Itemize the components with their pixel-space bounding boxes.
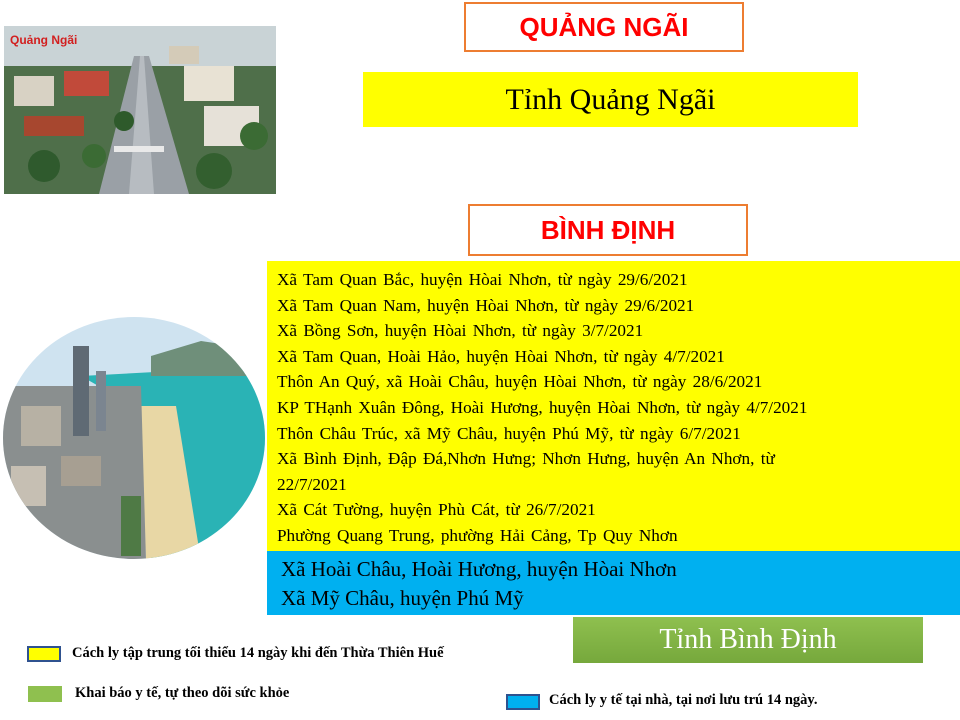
legend-green-swatch	[28, 686, 62, 702]
list-item: Xã Bình Định, Đập Đá,Nhơn Hưng; Nhơn Hưng, huyện An Nhơn, từ	[277, 449, 775, 469]
list-item: Xã Bồng Sơn, huyện Hòai Nhơn, từ ngày 3/7/2021	[277, 321, 644, 341]
list-item: Xã Cát Tường, huyện Phù Cát, từ 26/7/2021	[277, 500, 596, 520]
list-item: Xã Tam Quan, Hoài Hảo, huyện Hòai Nhơn, từ ngày 4/7/2021	[277, 346, 725, 366]
list-item: Phường Quang Trung, phường Hải Cảng, Tp Quy Nhơn	[277, 525, 678, 545]
list-item: KP THạnh Xuân Đông, Hoài Hương, huyện Hòai Nhơn, từ ngày 4/7/2021	[277, 397, 808, 417]
legend-green-label: Khai báo y tế, tự theo dõi sức khỏe	[75, 685, 290, 701]
photo-logo: Quảng Ngãi	[10, 33, 78, 47]
list-item: Xã Tam Quan Bắc, huyện Hòai Nhơn, từ ngày 29/6/2021	[277, 270, 688, 289]
list-item: Xã Mỹ Châu, huyện Phú Mỹ	[281, 586, 524, 610]
binh-dinh-beach-photo	[1, 316, 268, 561]
legend-blue-swatch	[506, 694, 540, 710]
binh-dinh-province-label: Tỉnh Bình Định	[573, 617, 923, 663]
binh-dinh-quarantine-list	[267, 261, 960, 551]
list-item: Xã Hoài Châu, Hoài Hương, huyện Hòai Nhơn	[281, 557, 677, 581]
quang-ngai-province-label: Tỉnh Quảng Ngãi	[363, 72, 858, 127]
legend-blue-label: Cách ly y tế tại nhà, tại nơi lưu trú 14 ngày.	[549, 692, 818, 708]
binh-dinh-heading: BÌNH ĐỊNH	[468, 204, 748, 256]
list-item: 22/7/2021	[277, 474, 347, 494]
legend-yellow-label: Cách ly tập trung tối thiểu 14 ngày khi đến Thừa Thiên Huế	[72, 645, 444, 661]
list-item: Xã Tam Quan Nam, huyện Hòai Nhơn, từ ngày 29/6/2021	[277, 295, 695, 315]
quang-ngai-city-photo	[4, 26, 276, 194]
legend-yellow-swatch	[27, 646, 61, 662]
binh-dinh-home-isolation-list	[267, 551, 960, 615]
list-item: Thôn An Quý, xã Hoài Châu, huyện Hòai Nhơn, từ ngày 28/6/2021	[277, 372, 763, 392]
quang-ngai-heading: QUẢNG NGÃI	[464, 2, 744, 52]
list-item: Thôn Châu Trúc, xã Mỹ Châu, huyện Phú Mỹ, từ ngày 6/7/2021	[277, 423, 741, 443]
